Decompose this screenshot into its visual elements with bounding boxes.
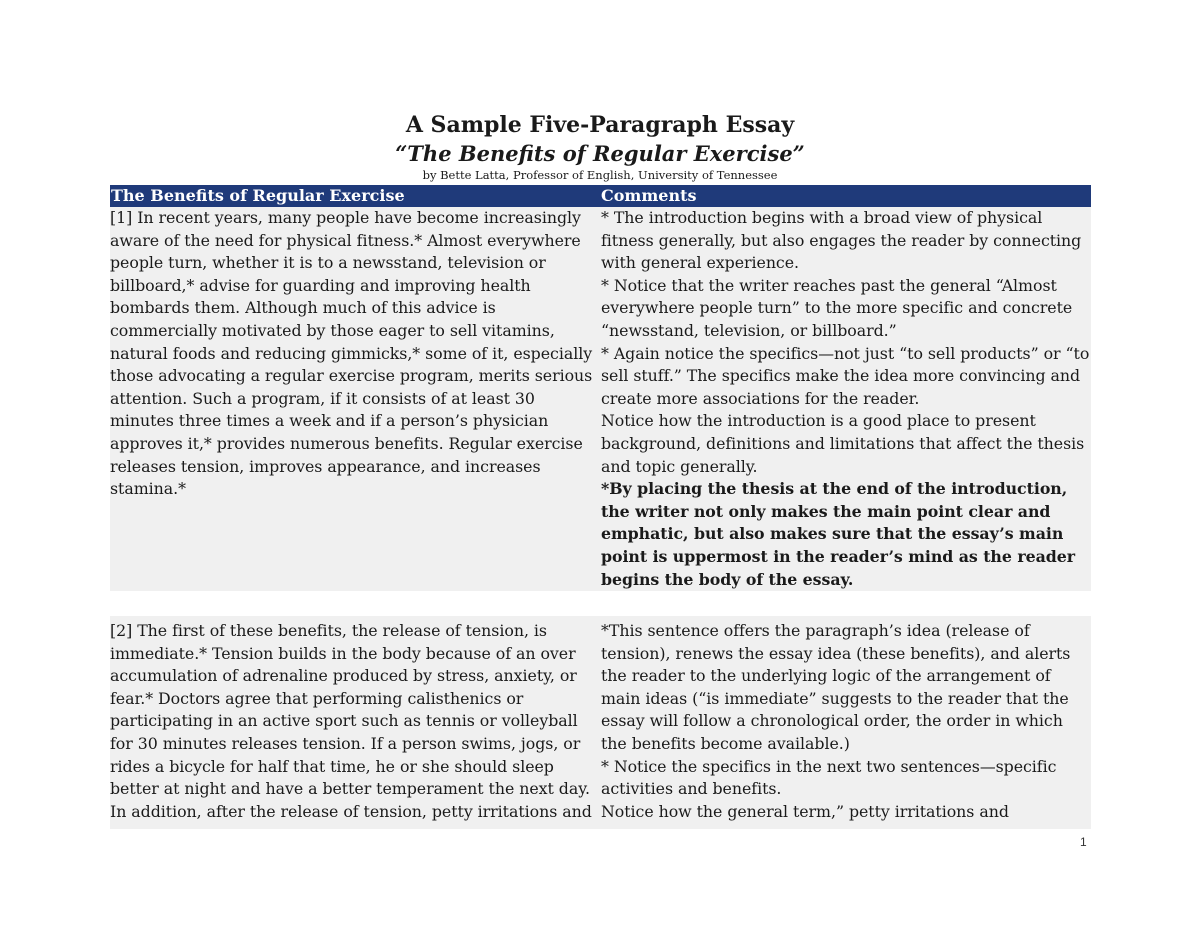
document-subtitle: “The Benefits of Regular Exercise” xyxy=(395,141,805,166)
table-row xyxy=(110,616,1091,829)
comment-text: * Notice that the writer reaches past the general “Almost everywhere people turn” to the more specific and concrete “newsstand, television, or billboard.” xyxy=(601,275,1073,340)
comment-text: * Again notice the specifics—not just “to sell products” or “to sell stuff.” The specifics make the idea more convincing and create more associations for the reader. xyxy=(601,343,1090,408)
table-header-row xyxy=(110,185,1091,207)
essay-column-header: The Benefits of Regular Exercise xyxy=(111,186,405,205)
essay-text: [2] The first of these benefits, the release of tension, is immediate.* Tension builds in the body because of an over accumulation of adrenaline produced by stress, anxiety, or fear.* Doctors agree that performing calisthenics or participating in an active sport such as tennis or volleyball for 30 minutes releases tension. If a person swims, jogs, or rides a bicycle for half that time, he or she should sleep better at night and have a better temperament the next day. In addition, after the release of tension, petty irritations and xyxy=(110,621,592,821)
comment-text: * The introduction begins with a broad view of physical fitness generally, but also engages the reader by connecting with general experience. xyxy=(601,208,1082,273)
row-spacer xyxy=(110,591,1091,616)
page-number: 1 xyxy=(1080,835,1087,849)
comment-thesis-note: *By placing the thesis at the end of the introduction, the writer not only makes the main point clear and emphatic, but also makes sure that the essay’s main point is uppermost in the reader’s mind as the reader begins the body of the essay. xyxy=(601,479,1076,589)
document-byline: by Bette Latta, Professor of English, University of Tennessee xyxy=(422,168,778,182)
essay-paragraph-2 xyxy=(110,620,601,829)
comment-text: Notice how the introduction is a good place to present background, definitions and limitations that affect the thesis and topic generally. xyxy=(601,411,1085,476)
comment-text: * Notice the specifics in the next two sentences—specific activities and benefits. xyxy=(601,756,1057,799)
comments-paragraph-2 xyxy=(601,620,1091,829)
comment-text: *This sentence offers the paragraph’s idea (release of tension), renews the essay idea (these benefits), and alerts the reader to the underlying logic of the arrangement of main ideas (“is immediate” suggests to the reader that the essay will follow a chronological order, the order in which the benefits become available.) xyxy=(601,621,1071,754)
comments-paragraph-1 xyxy=(601,207,1091,591)
comment-text: Notice how the general term,” petty irritations and xyxy=(601,801,1009,821)
document-title: A Sample Five-Paragraph Essay xyxy=(405,112,795,138)
essay-paragraph-1 xyxy=(110,207,601,591)
essay-text: [1] In recent years, many people have become increasingly aware of the need for physical fitness.* Almost everywhere people turn, whether it is to a newsstand, television or billboard,* advise for guarding and improving health bombards them. Although much of this advice is commercially motivated by those eager to sell vitamins, natural foods and reducing gimmicks,* some of it, especially those advocating a regular exercise program, merits serious attention. Such a program, if it consists of at least 30 minutes three times a week and if a person’s physician approves it,* provides numerous benefits. Regular exercise releases tension, improves appearance, and increases stamina.* xyxy=(110,208,593,499)
essay-comments-table xyxy=(110,185,1091,829)
comments-column-header: Comments xyxy=(601,186,697,205)
table-row xyxy=(110,207,1091,591)
